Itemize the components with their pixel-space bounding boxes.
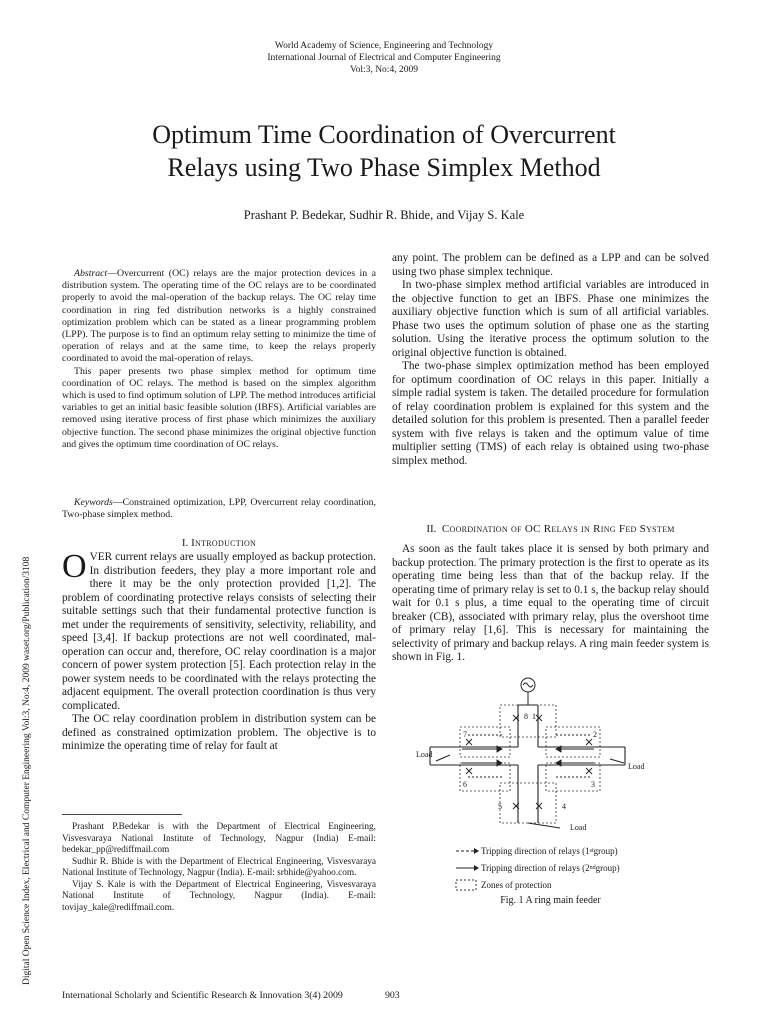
legend-dashed-row: [455, 842, 620, 859]
abstract: [62, 268, 376, 451]
section-heading-introduction: [62, 537, 376, 549]
legend-solid-pre: Tripping direction of relays (2: [481, 862, 590, 873]
trip-arrows-dashed: [468, 735, 592, 777]
bus-lines: [430, 705, 625, 823]
journal-header: [150, 40, 618, 76]
right-paragraph-0: any point. The problem can be defined as a LPP and can be solved using two phase simplex technique.: [392, 252, 709, 278]
footnotes: [62, 822, 376, 914]
relay-5-label: 5: [498, 802, 502, 811]
sidebar-citation: Digital Open Science Index, Electrical and Computer Engineering Vol:3, No:4, 2009 waset.org/Publication/3108: [22, 556, 32, 985]
dashed-arrow-icon: [455, 847, 481, 855]
relay-8-label: 8: [524, 712, 528, 721]
section-2-number: II.: [426, 523, 437, 535]
ring-main-feeder-figure: [410, 675, 660, 845]
relay-1-label: 1: [532, 712, 536, 721]
right-paragraph-2: The two-phase simplex optimization method has been employed for optimum coordination of OC relays in this paper. Initially a simple radial system is taken. The detailed procedure for formulation of relay coordination problem is explained for this system and the detailed solution for this problem is presented. Then a parallel feeder system with five relays is taken and the optimum value of time multiplier setting (TMS) of each relay is obtained using two-phase simplex method.: [392, 360, 709, 467]
legend-dashed-post: group): [593, 845, 618, 856]
abstract-text-1: —Overcurrent (OC) relays are the major protection devices in a distribution system. The operating time of the OC relays are to be coordinated properly to avoid the mal-operation of the backup relays. The OC relay time coordination in ring fed distribution networks is a highly constrained optimization problem which can be stated as a linear programming problem (LPP). The purpose is to find an optimum relay setting to minimize the time of operation of relays and at the same time, to keep the relays properly coordinated to avoid the mal-operation of relays.: [62, 268, 376, 365]
legend-solid-row: [455, 859, 620, 876]
section-2-paragraph-1: As soon as the fault takes place it is sensed by both primary and backup protection. The primary protection is the first to operate as its operating time being less than that of the backup relay. If the operating time of primary relay is set to 0.1 s, the backup relay should wait for 0.1 s plus, a time equal to the operating time of circuit breaker (CB), associated with primary relay, plus the overshoot time of primary relay [1,6]. This is necessary for maintaining the selectivity of primary and backup relays. A ring main feeder system is shown in Fig. 1.: [392, 543, 709, 663]
section-heading-coordination: [392, 523, 709, 535]
relay-7-label: 7: [463, 730, 467, 739]
zone-box-icon: [455, 879, 481, 891]
load-arrows: [436, 755, 624, 828]
figure-caption: Fig. 1 A ring main feeder: [500, 895, 601, 906]
legend-solid-sup: nd: [589, 864, 596, 871]
paper-title: [80, 118, 688, 184]
page-number: 903: [385, 990, 400, 1001]
header-line-1: World Academy of Science, Engineering and Technology: [274, 41, 494, 51]
title-line-2: Relays using Two Phase Simplex Method: [167, 153, 601, 182]
solid-arrow-icon: [455, 864, 481, 872]
section-2-body: [392, 543, 709, 665]
figure-legend: [455, 842, 620, 893]
abstract-label: Abstract: [74, 268, 108, 279]
header-line-2: International Journal of Electrical and Computer Engineering: [267, 53, 501, 63]
load-left-label: Load: [416, 750, 433, 759]
legend-dashed-sup: st: [589, 847, 594, 854]
title-line-1: Optimum Time Coordination of Overcurrent: [152, 120, 616, 149]
authors: Prashant P. Bedekar, Sudhir R. Bhide, and Vijay S. Kale: [243, 208, 525, 222]
legend-zones-label: Zones of protection: [481, 879, 552, 890]
page-footer: International Scholarly and Scientific Research & Innovation 3(4) 2009: [62, 990, 343, 1001]
relay-2-label: 2: [593, 730, 597, 739]
load-bottom-label: Load: [570, 823, 587, 832]
legend-zone-row: [455, 876, 620, 893]
legend-solid-post: group): [595, 862, 620, 873]
keywords: [62, 497, 376, 521]
abstract-paragraph-1: [62, 268, 376, 366]
keywords-text: —Constrained optimization, LPP, Overcurrent relay coordination, Two-phase simplex method.: [62, 497, 376, 521]
footnote-3: Vijay S. Kale is with the Department of Electrical Engineering, Visvesvaraya National Institute of Technology, Nagpur (India). E-mail: tovijay_kale@rediffmail.com.: [62, 879, 376, 913]
drop-cap: O: [62, 548, 87, 585]
intro-paragraph-1: [62, 548, 376, 713]
relay-6-label: 6: [463, 780, 467, 789]
source-icon: [521, 678, 535, 705]
header-line-3: Vol:3, No:4, 2009: [350, 65, 418, 75]
footnote-2: Sudhir R. Bhide is with the Department of Electrical Engineering, Visvesvaraya National Institute of Technology, Nagpur (India). E-mail: srbhide@yahoo.com.: [62, 856, 376, 878]
footnote-divider: [62, 814, 182, 815]
right-paragraph-1: In two-phase simplex method artificial variables are introduced in the objective function to get an IBFS. Phase one minimizes the auxiliary objective function which is sum of all artificial variables. Phase two uses the optimum solution of phase one as the starting solution. Using the iterative process the optimum solution to the original objective function is obtained.: [392, 279, 709, 359]
intro-paragraph-2: The OC relay coordination problem in distribution system can be defined as constrained optimization problem. The objective is to minimize the operating time of relay for fault at: [62, 713, 376, 752]
footnote-1: Prashant P.Bedekar is with the Department of Electrical Engineering, Visvesvaraya National Institute of Technology, Nagpur (India) E-mail: bedekar_pp@rediffmail.com: [62, 822, 376, 855]
protection-zones: [460, 705, 600, 823]
keywords-label: Keywords: [74, 497, 113, 508]
trip-arrows-solid: [462, 746, 594, 766]
intro-text-1: VER current relays are usually employed as backup protection. In distribution feeders, they play a more important role and there it may be the only protection provided [1,2]. The problem of coordinating protective relays consists of selecting their suitable settings such that their fundamental protective function is met under the requirements of sensitivity, selectivity, reliability, and speed [3,4]. If backup protections are not well coordinated, mal-operation can occur and, therefore, OC relay coordination is a major concern of power system protection [5]. Each protection relay in the power system needs to be coordinated with the relays protecting the adjacent equipment. The overall protection coordination is thus very complicated.: [62, 551, 376, 712]
section-1-title: Introduction: [191, 537, 257, 549]
relay-markers: [466, 715, 592, 809]
load-right-label: Load: [628, 762, 645, 771]
legend-dashed-pre: Tripping direction of relays (1: [481, 845, 590, 856]
relay-3-label: 3: [591, 780, 595, 789]
right-column-body: [392, 252, 709, 468]
introduction-body: [62, 548, 376, 754]
section-1-number: I.: [181, 537, 189, 549]
relay-4-label: 4: [562, 802, 566, 811]
section-2-title: Coordination of OC Relays in Ring Fed System: [441, 523, 675, 535]
abstract-paragraph-2: This paper presents two phase simplex method for optimum time coordination of OC relays. The method is based on the simplex algorithm which is used to find optimum solution of LPP. The method introduces artificial variables to get an initial basic feasible solution (IBFS). Artificial variables are removed using iterative process of first phase which minimizes the auxiliary objective function. The second phase minimizes the original objective function and gives the optimum time coordination of OC relays.: [62, 365, 376, 450]
